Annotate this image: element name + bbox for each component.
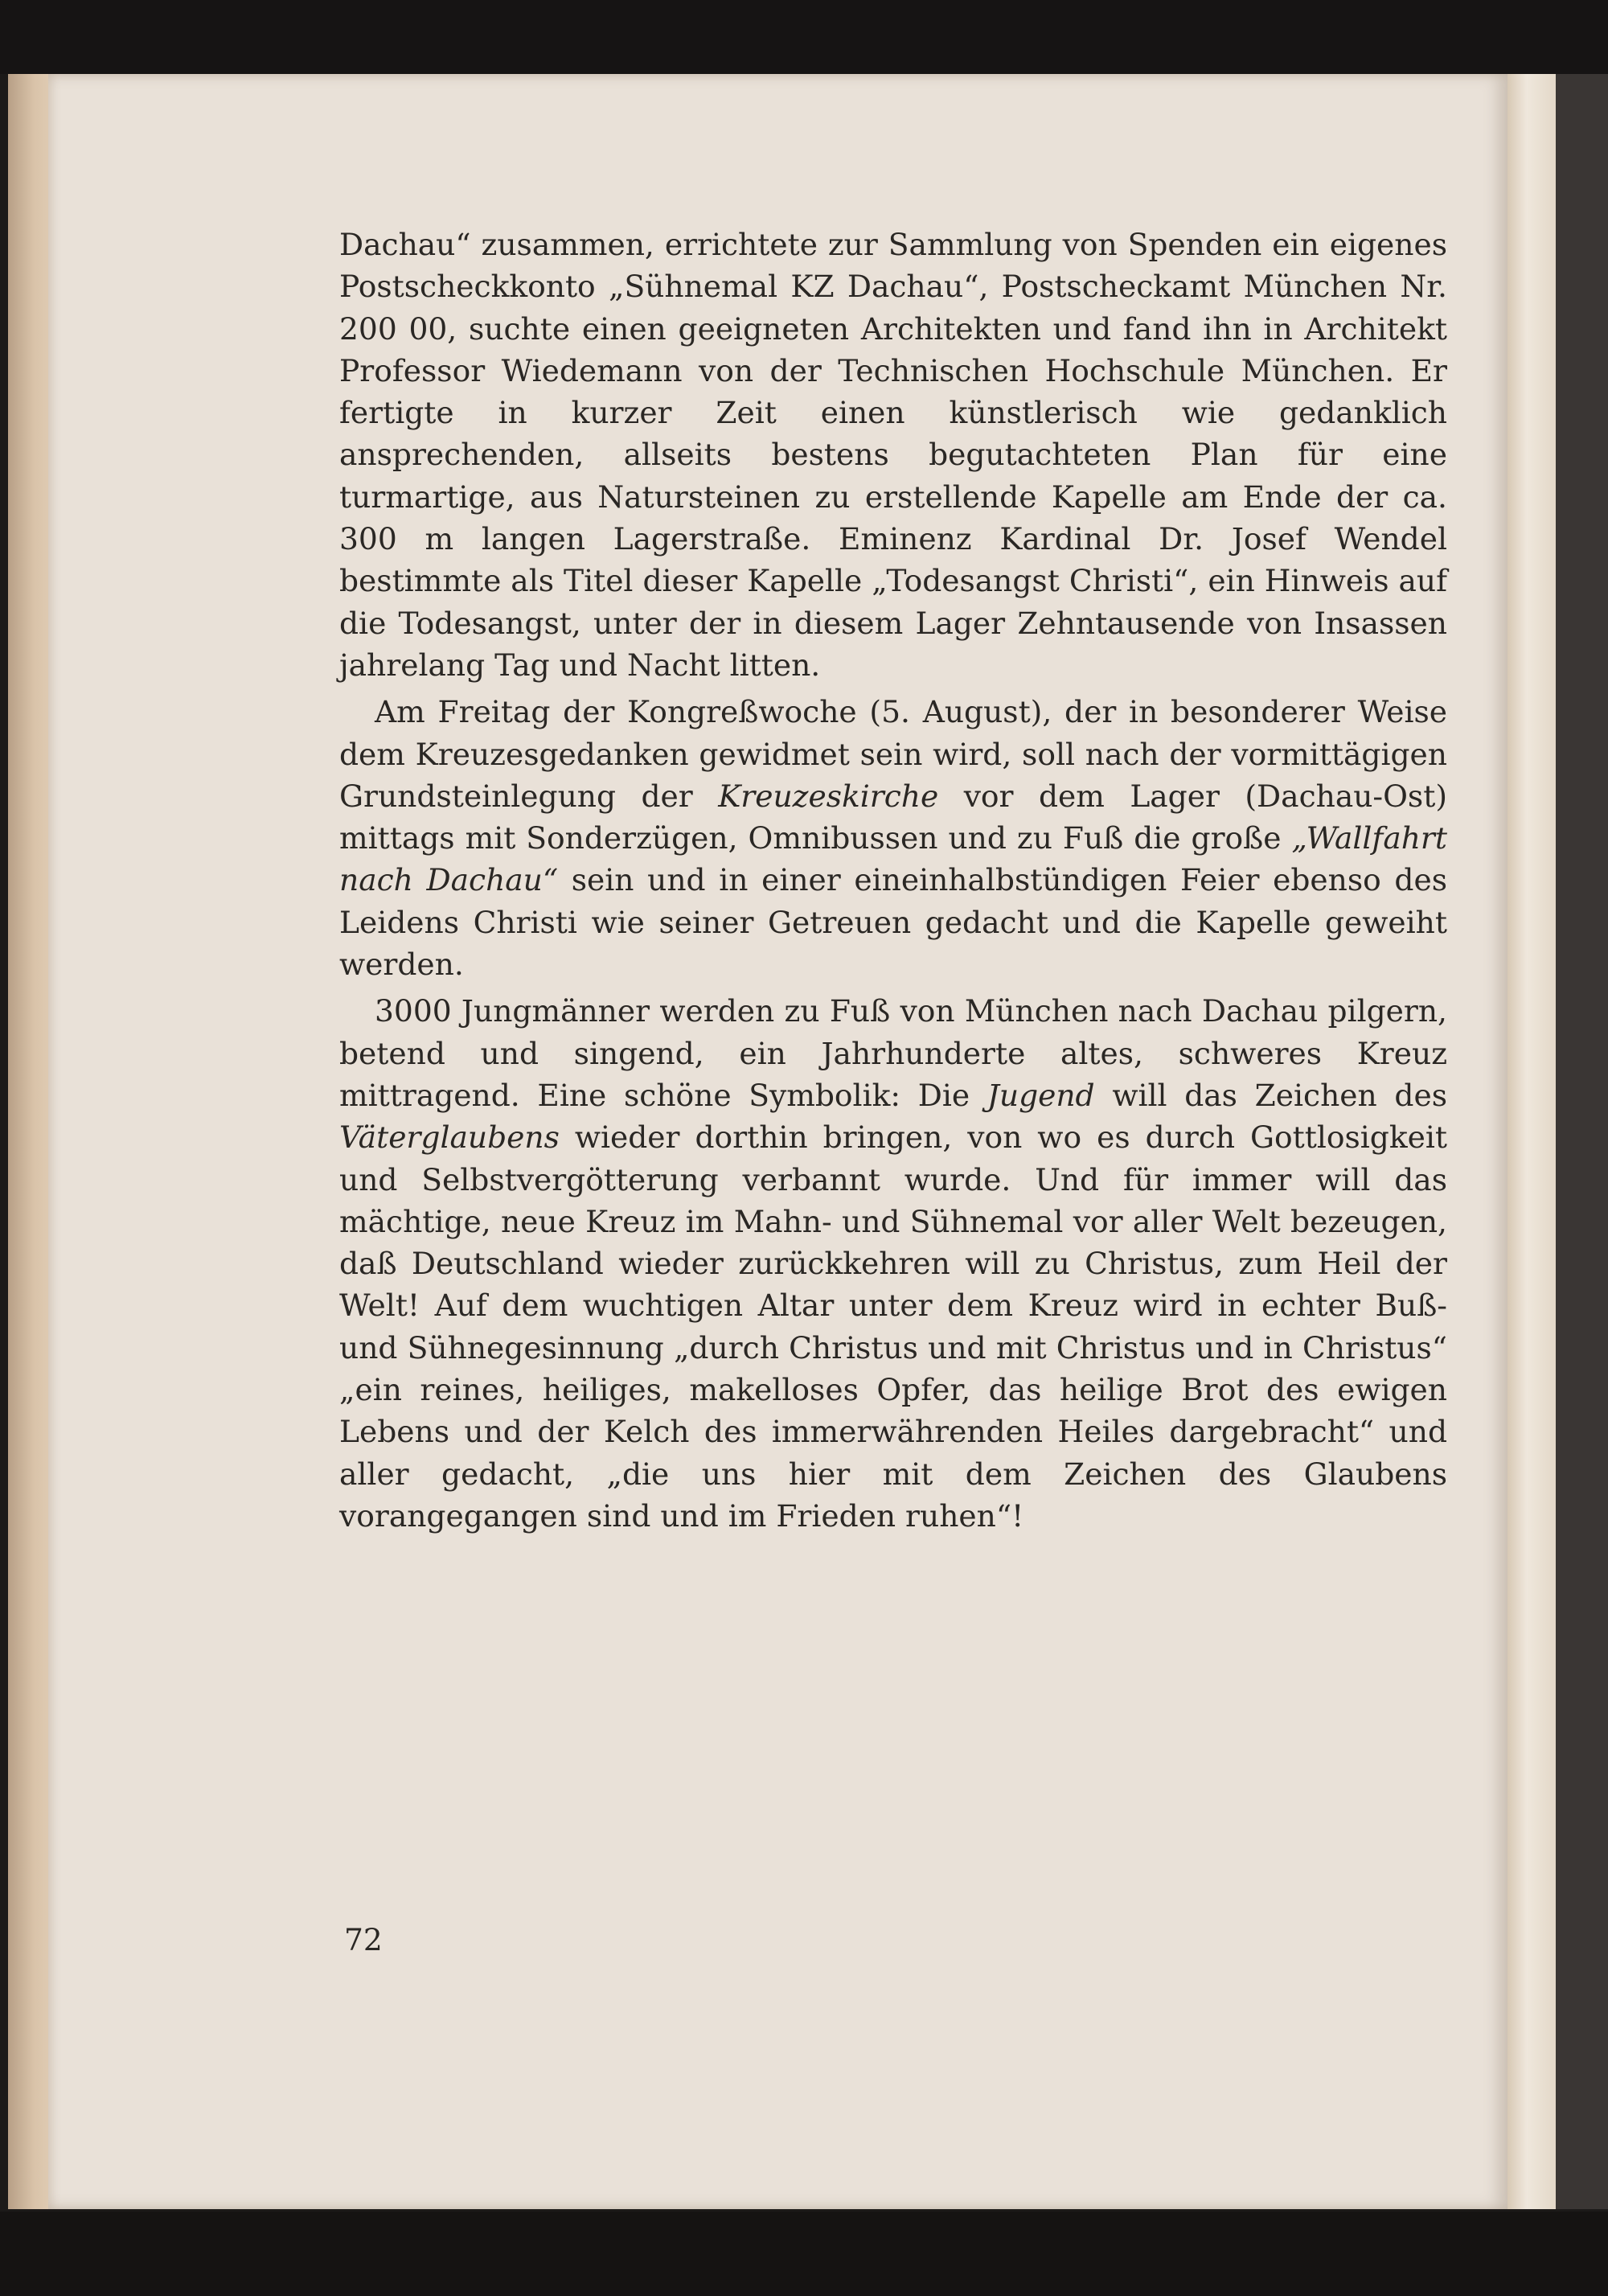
paragraph-3-segment-5: wieder dorthin bringen, von wo es durch Gottlosigkeit und Selbstvergötterung verbannt wurde. Und für immer will das mächtige, neue Kreuz im Mahn- und Sühnemal vor aller Welt bezeugen, daß Deutschland wieder zurückkehren will zu Christus, zum Heil der Welt! Auf dem wuchtigen Altar unter dem Kreuz wird in echter Buß- und Sühnegesinnung „durch Christus und mit Christus und in Christus“ „ein reines, heiliges, makelloses Opfer, das heilige Brot des ewigen Lebens und der Kelch des immerwährenden Heiles dargebracht“ und aller gedacht, „die uns hier mit dem Zeichen des Glaubens vorangegangen sind und im Frieden ruhen“! (339, 1119, 1447, 1534)
paragraph-3-segment-3: will das Zeichen des (1094, 1077, 1447, 1113)
book-page-edge-right (1508, 74, 1556, 2209)
page-number: 72 (344, 1922, 383, 1957)
scan-background-top (0, 0, 1608, 74)
paragraph-1-text: Dachau“ zusammen, errichtete zur Sammlung von Spenden ein eigenes Postscheckkonto „Sühnemal KZ Dachau“, Postscheckamt München Nr. 200 00, suchte einen geeigneten Architekten und fand ihn in Architekt Professor Wiedemann von der Technischen Hochschule München. Er fertigte in kurzer Zeit einen künstlerisch wie gedanklich ansprechenden, allseits bestens begutachteten Plan für eine turmartige, aus Natursteinen zu erstellende Kapelle am Ende der ca. 300 m langen Lagerstraße. Eminenz Kardinal Dr. Josef Wendel bestimmte als Titel dieser Kapelle „Todesangst Christi“, ein Hinweis auf die Todesangst, unter der in diesem Lager Zehntausende von Insassen jahrelang Tag und Nacht litten. (339, 227, 1447, 683)
emphasis-jugend: Jugend (987, 1077, 1095, 1113)
paragraph-2-segment-3: vor dem Lager (Dachau-Ost) mittags mit Sonderzügen, Omnibussen und zu Fuß die große (339, 778, 1447, 856)
body-text (339, 224, 1447, 1537)
scan-background-bottom (0, 2212, 1608, 2296)
scan-background-right (1556, 74, 1608, 2209)
emphasis-kreuzeskirche: Kreuzeskirche (718, 778, 939, 814)
paragraph-1 (339, 224, 1447, 686)
paragraph-2-segment-5: sein und in einer eineinhalbstündigen Feier ebenso des Leidens Christi wie seiner Getreuen gedacht und die Kapelle geweiht werden. (339, 862, 1447, 983)
paragraph-3 (339, 990, 1447, 1537)
paragraph-3-segment-1: 3000 Jungmänner werden zu Fuß von München nach Dachau pilgern, betend und singend, ein Jahrhunderte altes, schweres Kreuz mittragend. Eine schöne Symbolik: Die (339, 993, 1447, 1113)
paragraph-2-segment-1: Am Freitag der Kongreßwoche (5. August), der in besonderer Weise dem Kreuzesgedanken gewidmet sein wird, soll nach der vormittägigen Grundsteinlegung der (339, 694, 1447, 814)
emphasis-wallfahrt: „Wallfahrt nach Dachau“ (339, 820, 1447, 898)
paragraph-2 (339, 691, 1447, 985)
emphasis-vaeterglaubens: Väterglaubens (339, 1119, 560, 1156)
